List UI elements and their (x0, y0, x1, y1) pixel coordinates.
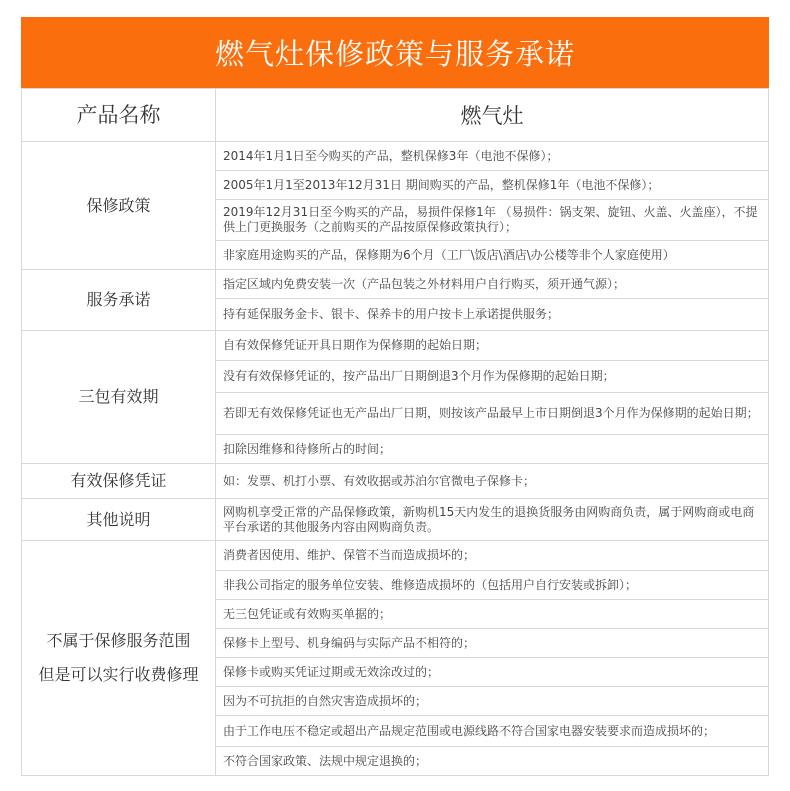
header-product-name: 产品名称 (22, 89, 216, 142)
section-label-other: 其他说明 (22, 499, 216, 541)
exclusion-item: 保修卡上型号、机身编码与实际产品不相符的； (216, 629, 769, 658)
exclusion-item: 非我公司指定的服务单位安装、维修造成损坏的（包括用户自行安装或拆卸）； (216, 571, 769, 600)
table-row (22, 270, 769, 299)
other-item: 网购机享受正常的产品保修政策，新购机15天内发生的退换货服务由网购商负责，属于网购商或电商平台承诺的其他服务内容由网购商负责。 (216, 499, 769, 541)
exclusion-item: 因为不可抗拒的自然灾害造成损坏的； (216, 687, 769, 716)
validity-item: 自有效保修凭证开具日期作为保修期的起始日期； (216, 331, 769, 361)
table-row (22, 142, 769, 171)
table-row (22, 331, 769, 361)
policy-table (21, 88, 769, 776)
exclusions-label-line2: 但是可以实行收费修理 (38, 665, 199, 684)
section-label-service: 服务承诺 (22, 270, 216, 331)
warranty-item: 非家庭用途购买的产品，保修期为6个月（工厂\饭店\酒店\办公楼等非个人家庭使用） (216, 241, 769, 270)
service-item: 持有延保服务金卡、银卡、保养卡的用户按卡上承诺提供服务； (216, 299, 769, 331)
warranty-item: 2005年1月1至2013年12月31日 期间购买的产品，整机保修1年（电池不保修）； (216, 171, 769, 200)
section-label-voucher: 有效保修凭证 (22, 464, 216, 499)
table-header-row (22, 89, 769, 142)
warranty-item: 2014年1月1日至今购买的产品，整机保修3年（电池不保修）； (216, 142, 769, 171)
page-title-banner (21, 17, 769, 88)
voucher-item: 如：发票、机打小票、有效收据或苏泊尔官微电子保修卡； (216, 464, 769, 499)
validity-item: 若即无有效保修凭证也无产品出厂日期，则按该产品最早上市日期倒退3个月作为保修期的起始日期； (216, 393, 769, 435)
exclusions-label-line1: 不属于保修服务范围 (46, 631, 191, 650)
validity-item: 扣除因维修和待修所占的时间； (216, 435, 769, 464)
page-title: 燃气灶保修政策与服务承诺 (214, 37, 575, 71)
exclusion-item: 消费者因使用、维护、保管不当而造成损坏的； (216, 541, 769, 571)
table-row (22, 499, 769, 541)
exclusion-item: 保修卡或购买凭证过期或无效涂改过的； (216, 658, 769, 687)
exclusion-item: 不符合国家政策、法规中规定退换的； (216, 747, 769, 776)
section-label-exclusions (22, 541, 216, 776)
exclusion-item: 无三包凭证或有效购买单据的； (216, 600, 769, 629)
table-row (22, 541, 769, 571)
exclusion-item: 由于工作电压不稳定或超出产品规定范围或电源线路不符合国家电器安装要求而造成损坏的； (216, 716, 769, 747)
validity-item: 没有有效保修凭证的，按产品出厂日期倒退3个月作为保修期的起始日期； (216, 361, 769, 393)
section-label-warranty: 保修政策 (22, 142, 216, 270)
header-product-value: 燃气灶 (216, 89, 769, 142)
service-item: 指定区域内免费安装一次（产品包装之外材料用户自行购买，须开通气源）； (216, 270, 769, 299)
warranty-item: 2019年12月31日至今购买的产品，易损件保修1年 （易损件：锅支架、旋钮、火盖、火盖座），不提供上门更换服务（之前购买的产品按原保修政策执行）； (216, 200, 769, 241)
section-label-validity: 三包有效期 (22, 331, 216, 464)
table-row (22, 464, 769, 499)
